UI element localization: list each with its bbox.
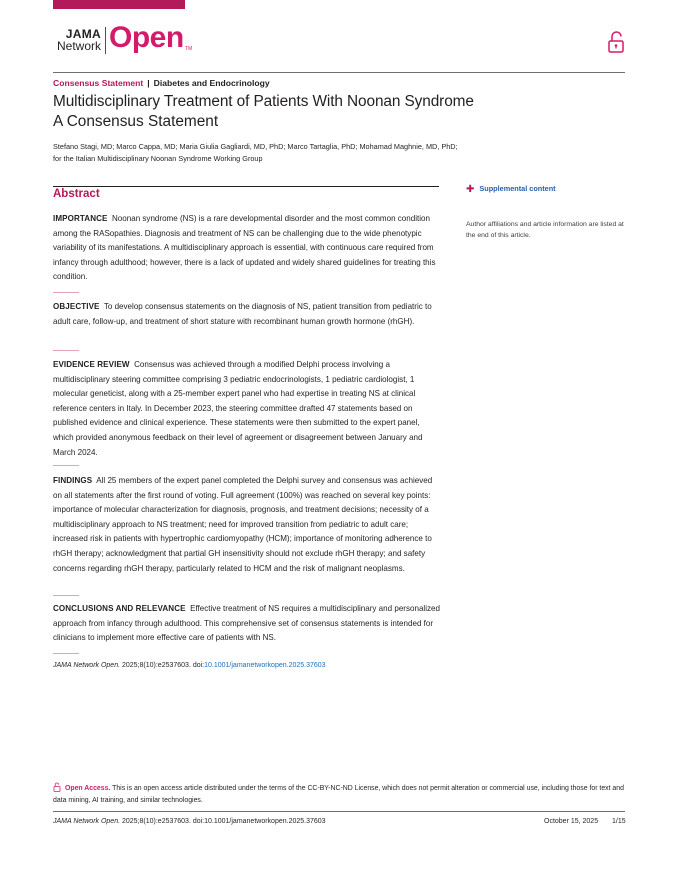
- open-lock-icon: [53, 782, 61, 792]
- evidence-text: Consensus was achieved through a modified Delphi process involving a multidisciplinary steering committee comprising 3 pediatric endocrinologists, 1 pediatric cardiologist, 1 molecular geneticist, along with a 25-member expert panel who had expertise in treating NS at clinical reference centers in Italy. In December 2023, the steering committee drafted 47 statements based on published evidence and clinical experience. These statements were then submitted to the expert panel, which provided anonymous feedback on their level of agreement or disagreement between January and March 2024.: [53, 360, 423, 457]
- importance-label: IMPORTANCE: [53, 214, 108, 223]
- supplemental-content-link[interactable]: [466, 184, 556, 195]
- logo-trademark: TM: [185, 46, 193, 52]
- conclusions-label: CONCLUSIONS AND RELEVANCE: [53, 604, 186, 613]
- section-divider: [53, 292, 79, 293]
- abstract-rule: [53, 186, 439, 187]
- citation-details: 2025;8(10):e2537603. doi:: [122, 662, 205, 669]
- conclusions-text: Effective treatment of NS requires a multidisciplinary and personalized approach from infancy through adulthood. This comprehensive set of consensus statements is intended for clinicians to implement more effective care of patients with NS.: [53, 604, 440, 643]
- authors-line-1: Stefano Stagi, MD; Marco Cappa, MD; Maria Giulia Gagliardi, MD, PhD; Marco Tartaglia, PhD; Mohamad Maghnie, MD, PhD;: [53, 142, 458, 151]
- footer-date: October 15, 2025: [544, 818, 599, 825]
- article-type-line: [53, 78, 270, 88]
- logo-network: Network: [56, 39, 101, 53]
- section-divider: [53, 653, 79, 654]
- plus-icon: ✚: [466, 184, 475, 195]
- logo-open: Open: [109, 21, 184, 54]
- footer-journal: JAMA Network Open.: [53, 818, 121, 825]
- footer-citation: [53, 818, 326, 825]
- article-type: Consensus Statement: [53, 78, 144, 88]
- authors-line-2: for the Italian Multidisciplinary Noonan Syndrome Working Group: [53, 153, 263, 163]
- open-access-notice: [53, 782, 627, 807]
- footer-rule: [53, 811, 625, 812]
- article-type-separator: |: [147, 78, 150, 88]
- section-divider: [53, 350, 79, 351]
- article-citation: [53, 662, 326, 669]
- findings-text: All 25 members of the expert panel completed the Delphi survey and consensus was achieved on all statements after the first round of voting. Full agreement (100%) was reached on several key points: importance of molecular characterization for diagnosis, prognosis, and treatment decisions; necessity of a multidisciplinary approach to NS treatment; need for improved transition from pediatric to adult care; increased risk in patients with hypertrophic cardiomyopathy (HCM); importance of monitoring adherence to rhGH therapy; acknowledgment that partial GH insensitivity should not exclude rhGH therapy; and safety concerns regarding rhGH therapy, particularly related to HCM and the risk of malignant neoplasms.: [53, 476, 433, 573]
- evidence-label: EVIDENCE REVIEW: [53, 360, 130, 369]
- abstract-objective: [53, 300, 441, 329]
- open-access-label: Open Access.: [65, 785, 111, 792]
- abstract-heading: Abstract: [53, 188, 100, 200]
- section-divider: [53, 595, 79, 596]
- article-title: Multidisciplinary Treatment of Patients With Noonan Syndrome: [53, 93, 474, 110]
- abstract-findings: [53, 474, 441, 576]
- abstract-importance: [53, 212, 441, 285]
- header-rule: [53, 72, 625, 73]
- findings-label: FINDINGS: [53, 476, 93, 485]
- objective-label: OBJECTIVE: [53, 302, 100, 311]
- footer-details: 2025;8(10):e2537603. doi:10.1001/jamanetworkopen.2025.37603: [122, 818, 326, 825]
- logo-jama: JAMA: [65, 27, 101, 41]
- article-subtitle: A Consensus Statement: [53, 113, 219, 130]
- citation-journal: JAMA Network Open.: [53, 662, 121, 669]
- supplemental-label: Supplemental content: [479, 184, 556, 193]
- section-divider: [53, 465, 79, 466]
- author-list: [53, 141, 483, 164]
- logo-divider: [105, 27, 106, 54]
- objective-text: To develop consensus statements on the diagnosis of NS, patient transition from pediatric to adult care, follow-up, and treatment of short stature with recombinant human growth hormone (rhGH).: [53, 302, 432, 326]
- abstract-conclusions: [53, 602, 441, 646]
- page-number: 1/15: [612, 818, 626, 825]
- top-accent-bar: [53, 0, 185, 9]
- open-access-text: This is an open access article distributed under the terms of the CC-BY-NC-ND License, which does not permit alteration or commercial use, including those for text and data mining, AI training, and similar technologies.: [53, 785, 624, 804]
- doi-link[interactable]: 10.1001/jamanetworkopen.2025.37603: [204, 662, 326, 669]
- abstract-evidence-review: [53, 358, 441, 460]
- importance-text: Noonan syndrome (NS) is a rare developmental disorder and the most common condition among the RASopathies. Diagnosis and treatment of NS can be challenging due to the wide phenotypic variability of its manifestations. A multidisciplinary approach is essential, with continuous care required from infancy through adulthood; however, there is a lack of updated and widely shared guidelines for treating this condition.: [53, 214, 436, 282]
- article-category: Diabetes and Endocrinology: [153, 78, 270, 88]
- affiliations-note: Author affiliations and article information are listed at the end of this article.: [466, 221, 624, 239]
- open-lock-icon: [606, 30, 626, 54]
